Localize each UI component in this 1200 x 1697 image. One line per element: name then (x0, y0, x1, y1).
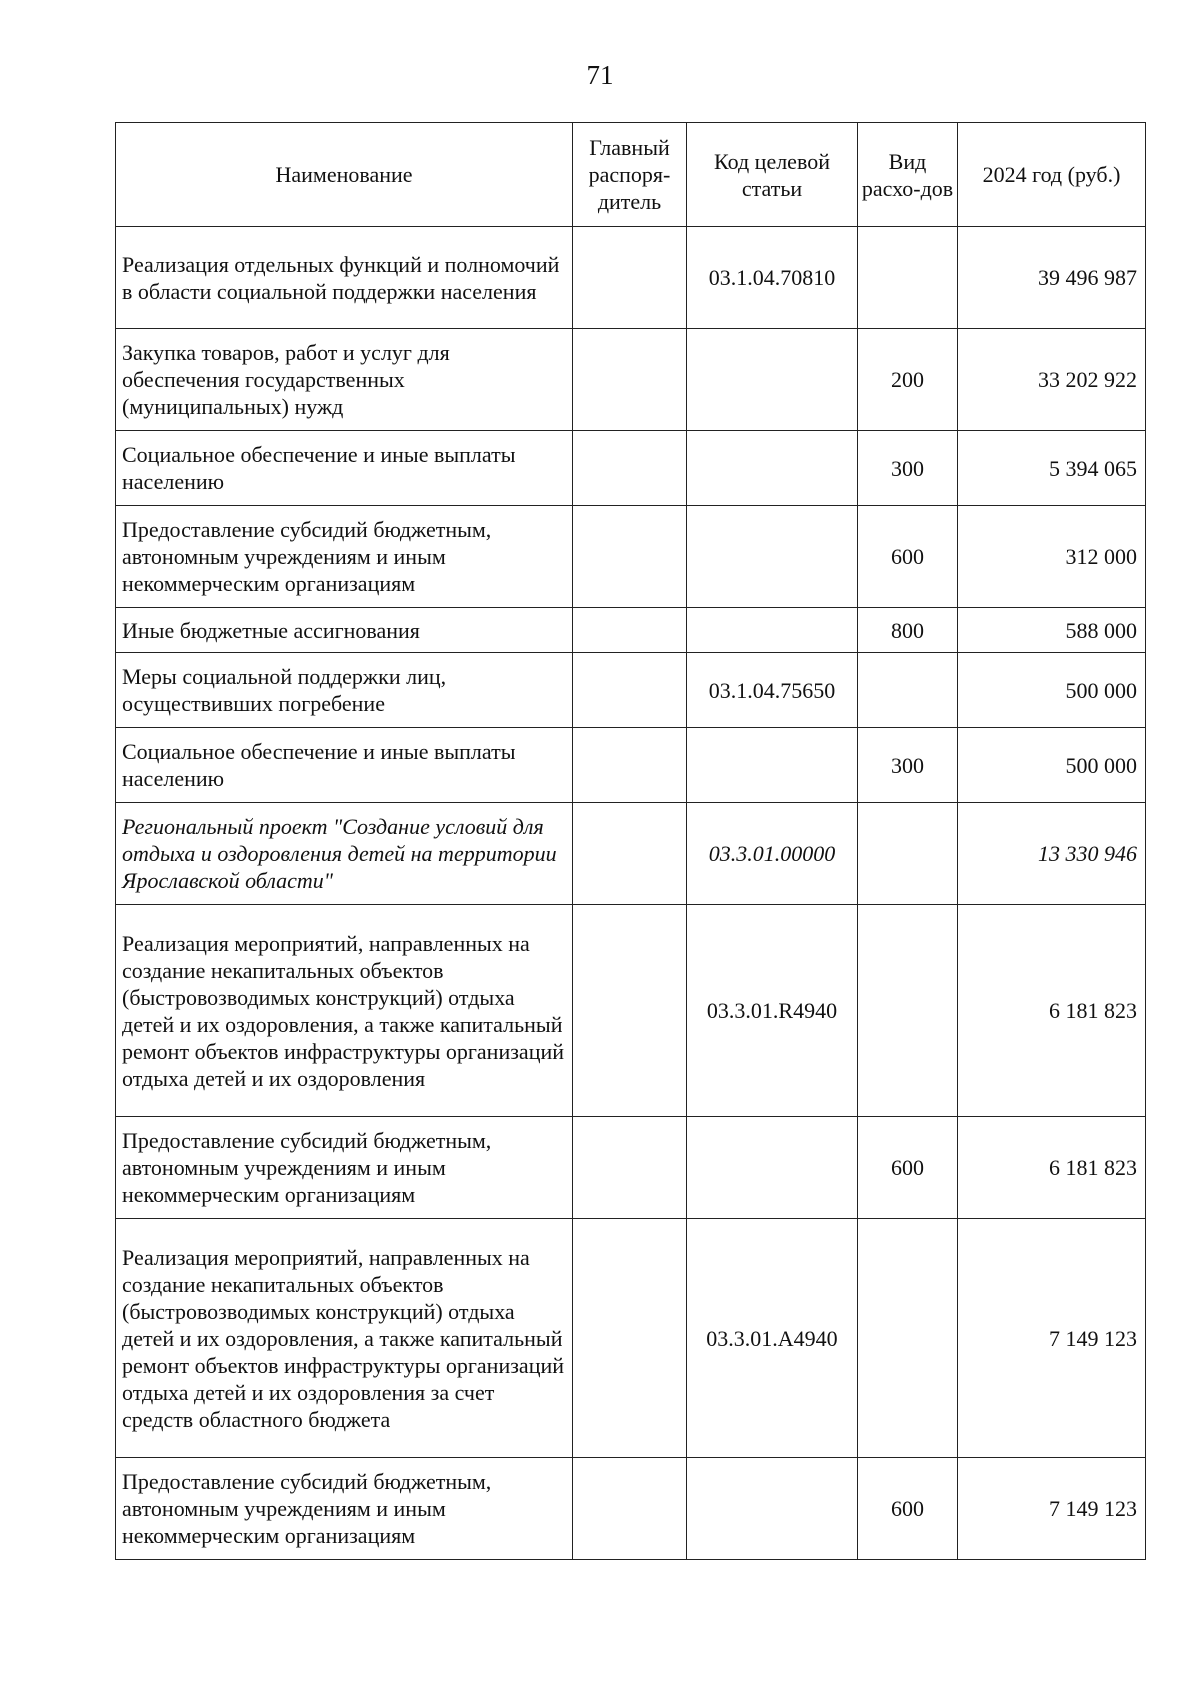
row-grbs (573, 1219, 687, 1458)
row-grbs (573, 905, 687, 1117)
row-code (687, 431, 858, 506)
row-code: 03.3.01.A4940 (687, 1219, 858, 1458)
row-code: 03.3.01.R4940 (687, 905, 858, 1117)
row-sum: 5 394 065 (958, 431, 1146, 506)
row-sum: 7 149 123 (958, 1219, 1146, 1458)
row-grbs (573, 608, 687, 653)
row-sum: 312 000 (958, 506, 1146, 608)
table-row (116, 1117, 1146, 1219)
row-name: Реализация мероприятий, направленных на создание некапитальных объектов (быстровозводимых конструкций) отдыха детей и их оздоровления, а также капитальный ремонт объектов инфраструктуры организаций отдыха детей и их оздоровления за счет средств областного бюджета (116, 1219, 573, 1458)
header-sum: 2024 год (руб.) (958, 123, 1146, 227)
row-grbs (573, 329, 687, 431)
row-code (687, 728, 858, 803)
table-row (116, 1219, 1146, 1458)
row-sum: 7 149 123 (958, 1458, 1146, 1560)
row-code: 03.1.04.70810 (687, 227, 858, 329)
header-name: Наименование (116, 123, 573, 227)
row-sum: 500 000 (958, 728, 1146, 803)
row-vid (858, 227, 958, 329)
table-row (116, 905, 1146, 1117)
row-name: Иные бюджетные ассигнования (116, 608, 573, 653)
row-name: Предоставление субсидий бюджетным, автономным учреждениям и иным некоммерческим организациям (116, 506, 573, 608)
row-grbs (573, 431, 687, 506)
row-grbs (573, 506, 687, 608)
header-grbs: Главный распоря-дитель (573, 123, 687, 227)
table-row (116, 431, 1146, 506)
row-code: 03.1.04.75650 (687, 653, 858, 728)
row-vid (858, 653, 958, 728)
row-code: 03.3.01.00000 (687, 803, 858, 905)
row-vid (858, 1219, 958, 1458)
row-name: Закупка товаров, работ и услуг для обеспечения государственных (муниципальных) нужд (116, 329, 573, 431)
row-code (687, 1117, 858, 1219)
row-sum: 588 000 (958, 608, 1146, 653)
row-sum: 500 000 (958, 653, 1146, 728)
row-name: Меры социальной поддержки лиц, осуществивших погребение (116, 653, 573, 728)
row-sum: 13 330 946 (958, 803, 1146, 905)
row-name: Региональный проект "Создание условий для отдыха и оздоровления детей на территории Ярославской области" (116, 803, 573, 905)
row-grbs (573, 227, 687, 329)
row-sum: 6 181 823 (958, 1117, 1146, 1219)
table-row (116, 1458, 1146, 1560)
table-row (116, 227, 1146, 329)
table-row (116, 506, 1146, 608)
table-header-row (116, 123, 1146, 227)
row-name: Предоставление субсидий бюджетным, автономным учреждениям и иным некоммерческим организациям (116, 1458, 573, 1560)
row-code (687, 608, 858, 653)
row-sum: 39 496 987 (958, 227, 1146, 329)
row-grbs (573, 728, 687, 803)
row-sum: 33 202 922 (958, 329, 1146, 431)
page-number: 71 (586, 60, 614, 90)
row-name: Социальное обеспечение и иные выплаты населению (116, 728, 573, 803)
row-vid (858, 905, 958, 1117)
budget-table (115, 122, 1146, 1560)
row-vid: 600 (858, 1458, 958, 1560)
row-vid: 300 (858, 431, 958, 506)
table-row (116, 728, 1146, 803)
table-row (116, 653, 1146, 728)
row-grbs (573, 1458, 687, 1560)
row-name: Социальное обеспечение и иные выплаты населению (116, 431, 573, 506)
row-code (687, 329, 858, 431)
row-vid: 600 (858, 506, 958, 608)
header-vid: Вид расхо-дов (858, 123, 958, 227)
row-sum: 6 181 823 (958, 905, 1146, 1117)
row-vid: 200 (858, 329, 958, 431)
table-row (116, 608, 1146, 653)
row-code (687, 506, 858, 608)
header-code: Код целевой статьи (687, 123, 858, 227)
table-row (116, 329, 1146, 431)
row-vid: 800 (858, 608, 958, 653)
row-grbs (573, 653, 687, 728)
row-code (687, 1458, 858, 1560)
row-vid (858, 803, 958, 905)
row-vid: 300 (858, 728, 958, 803)
row-vid: 600 (858, 1117, 958, 1219)
row-name: Предоставление субсидий бюджетным, автономным учреждениям и иным некоммерческим организациям (116, 1117, 573, 1219)
row-name: Реализация мероприятий, направленных на создание некапитальных объектов (быстровозводимых конструкций) отдыха детей и их оздоровления, а также капитальный ремонт объектов инфраструктуры организаций отдыха детей и их оздоровления (116, 905, 573, 1117)
row-grbs (573, 803, 687, 905)
row-grbs (573, 1117, 687, 1219)
table-row-regional-project (116, 803, 1146, 905)
row-name: Реализация отдельных функций и полномочий в области социальной поддержки населения (116, 227, 573, 329)
